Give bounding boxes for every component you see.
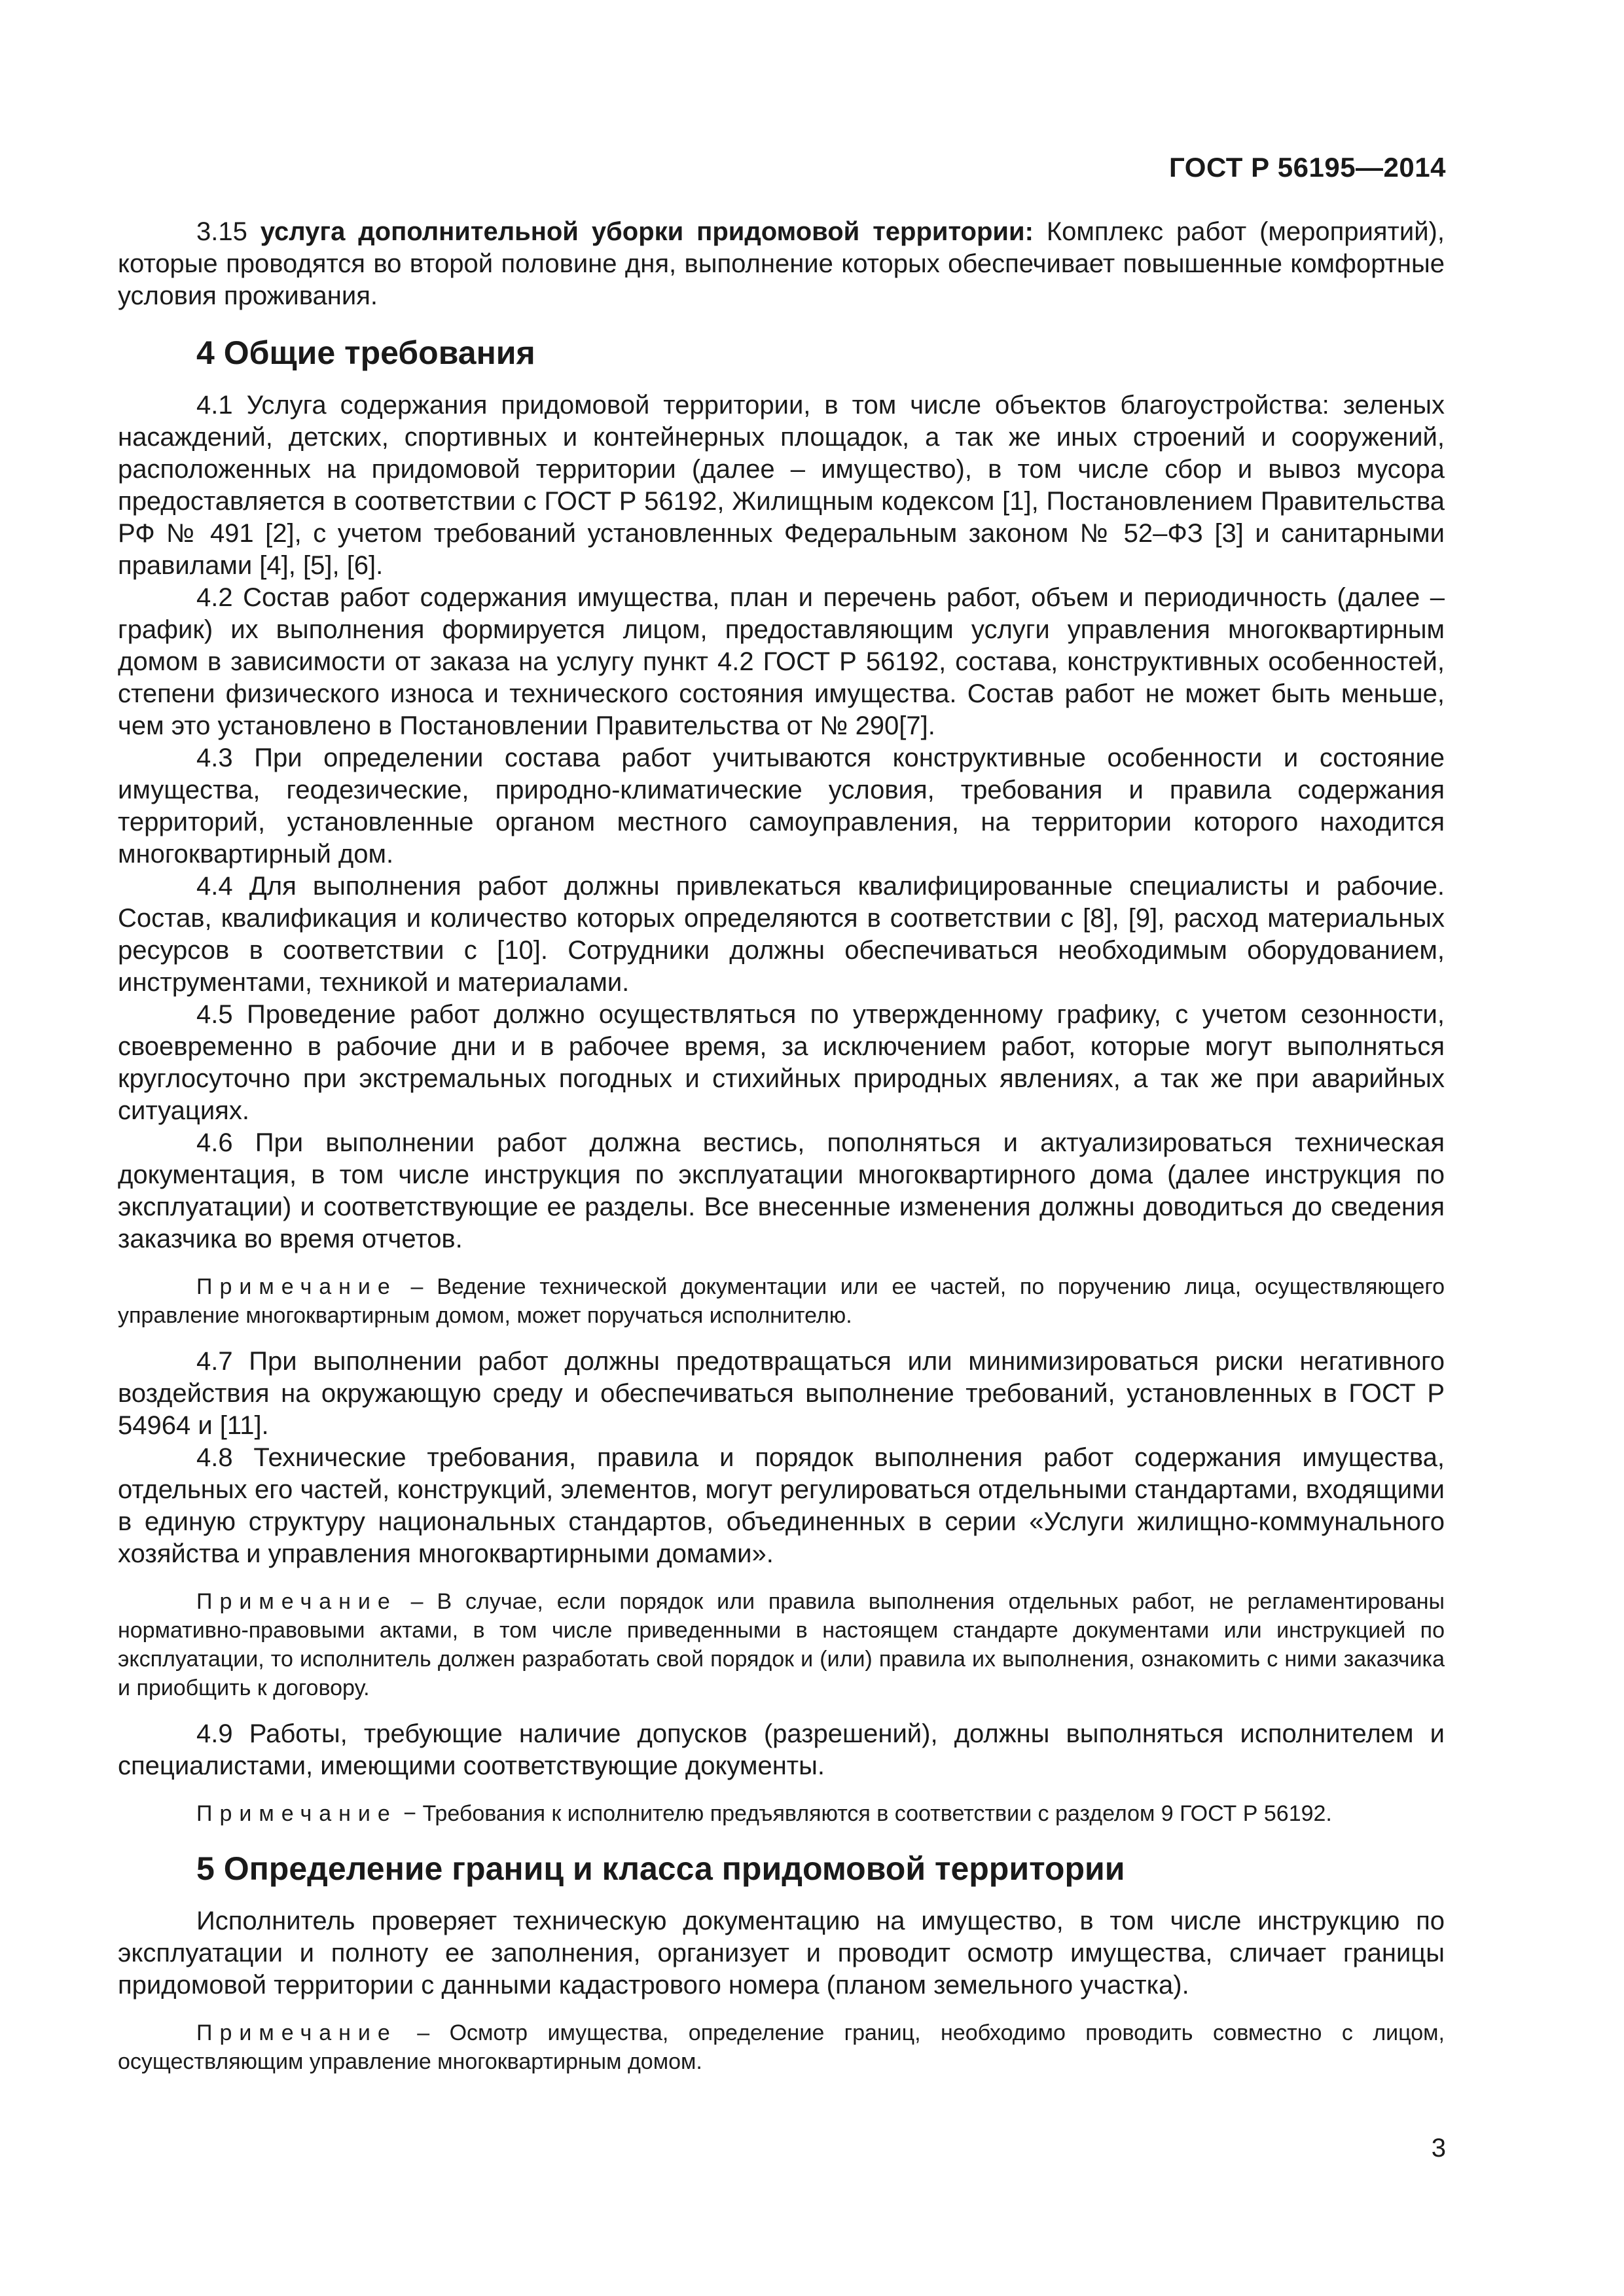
clause-4-4: 4.4 Для выполнения работ должны привлекаться квалифицированные специалисты и рабочие. Состав, квалификация и количество которых определяются в соответствии с [8], [9], расход материальных ресурсов в соответствии с [10]. Сотрудники должны обеспечиваться необходимым оборудованием, инструментами, техникой и материалами. bbox=[118, 872, 1445, 997]
clause-4-9: 4.9 Работы, требующие наличие допусков (разрешений), должны выполняться исполнителем и специалистами, имеющими соответствующие документы. bbox=[118, 1719, 1445, 1780]
document-body bbox=[118, 216, 1445, 2092]
clause-4-5: 4.5 Проведение работ должно осуществляться по утвержденному графику, с учетом сезонности, своевременно в рабочие дни и в рабочее время, за исключением работ, которые могут выполняться круглосуточно при экстремальных погодных и стихийных природных явлениях, а так же при аварийных ситуациях. bbox=[118, 1000, 1445, 1125]
clause-4-2: 4.2 Состав работ содержания имущества, план и перечень работ, объем и периодичность (далее – график) их выполнения формируется лицом, предоставляющим услуги управления многоквартирным домом в зависимости от заказа на услугу пункт 4.2 ГОСТ Р 56192, состава, конструктивных особенностей, степени физического износа и технического состояния имущества. Состав работ не может быть меньше, чем это установлено в Постановлении Правительства от № 290[7]. bbox=[118, 583, 1445, 740]
note-text: − Требования к исполнителю предъявляются в соответствии с разделом 9 ГОСТ Р 56192. bbox=[397, 1801, 1332, 1826]
term-definition: Комплекс работ (мероприятий), которые проводятся во второй половине дня, выполнение которых обеспечивает повышенные комфортные условия проживания. bbox=[118, 217, 1445, 310]
section-4-title: 4 Общие требования bbox=[196, 334, 535, 371]
note-text: – В случае, если порядок или правила выполнения отдельных работ, не регламентированы нормативно-правовыми актами, в том числе приведенными в настоящем стандарте документами или инструкцией по эксплуатации, то исполнитель должен разработать свой порядок и (или) правила их выполнения, ознакомить с ними заказчика и приобщить к договору. bbox=[118, 1589, 1445, 1700]
clause-4-1: 4.1 Услуга содержания придомовой территории, в том числе объектов благоустройства: зеленых насаждений, детских, спортивных и контейнерных площадок, а так же иных строений и сооружений, расположенных на придомовой территории (далее – имущество), в том числе сбор и вывоз мусора предоставляется в соответствии с ГОСТ Р 56192, Жилищным кодексом [1], Постановлением Правительства РФ № 491 [2], с учетом требований установленных Федеральным законом № 52–ФЗ [3] и санитарными правилами [4], [5], [6]. bbox=[118, 391, 1445, 580]
note-label: Примечание bbox=[196, 2020, 397, 2045]
clause-4-8: 4.8 Технические требования, правила и порядок выполнения работ содержания имущества, отдельных его частей, конструкций, элементов, могут регулироваться отдельными стандартами, входящими в единую структуру национальных стандартов, объединенных в серии «Услуги жилищно-коммунального хозяйства и управления многоквартирными домами». bbox=[118, 1443, 1445, 1568]
note-1 bbox=[118, 1272, 1445, 1330]
clause-4-7: 4.7 При выполнении работ должны предотвращаться или минимизироваться риски негативного воздействия на окружающую среду и обеспечиваться выполнение требований, установленных в ГОСТ Р 54964 и [11]. bbox=[118, 1347, 1445, 1440]
note-label: Примечание bbox=[196, 1801, 397, 1826]
note-3 bbox=[118, 1799, 1445, 1828]
clause-number: 3.15 bbox=[196, 217, 261, 246]
section-5-paragraph: Исполнитель проверяет техническую документацию на имущество, в том числе инструкцию по эксплуатации и полноту ее заполнения, организует и проводит осмотр имущества, сличает границы придомовой территории с данными кадастрового номера (планом земельного участка). bbox=[118, 1907, 1445, 2000]
document-header: ГОСТ Р 56195—2014 bbox=[1169, 152, 1446, 183]
note-text: – Ведение технической документации или ее частей, по поручению лица, осуществляющего управление многоквартирным домом, может поручаться исполнителю. bbox=[118, 1274, 1445, 1328]
note-2 bbox=[118, 1587, 1445, 1702]
clause-4-6: 4.6 При выполнении работ должна вестись, пополняться и актуализироваться техническая документация, в том числе инструкция по эксплуатации многоквартирного дома (далее инструкция по эксплуатации) и соответствующие ее разделы. Все внесенные изменения должны доводиться до сведения заказчика во время отчетов. bbox=[118, 1128, 1445, 1253]
term: услуга дополнительной уборки придомовой территории: bbox=[260, 217, 1034, 246]
page-number: 3 bbox=[1431, 2134, 1446, 2162]
clause-3-15 bbox=[118, 216, 1445, 312]
note-label: Примечание bbox=[196, 1589, 397, 1614]
note-text: – Осмотр имущества, определение границ, необходимо проводить совместно с лицом, осуществляющим управление многоквартирным домом. bbox=[118, 2020, 1445, 2074]
note-4 bbox=[118, 2018, 1445, 2076]
note-label: Примечание bbox=[196, 1274, 397, 1299]
clause-4-3: 4.3 При определении состава работ учитываются конструктивные особенности и состояние имущества, геодезические, природно-климатические условия, требования и правила содержания территорий, установленные органом местного самоуправления, на территории которого находится многоквартирный дом. bbox=[118, 744, 1445, 869]
section-5-title: 5 Определение границ и класса придомовой территории bbox=[196, 1850, 1125, 1887]
